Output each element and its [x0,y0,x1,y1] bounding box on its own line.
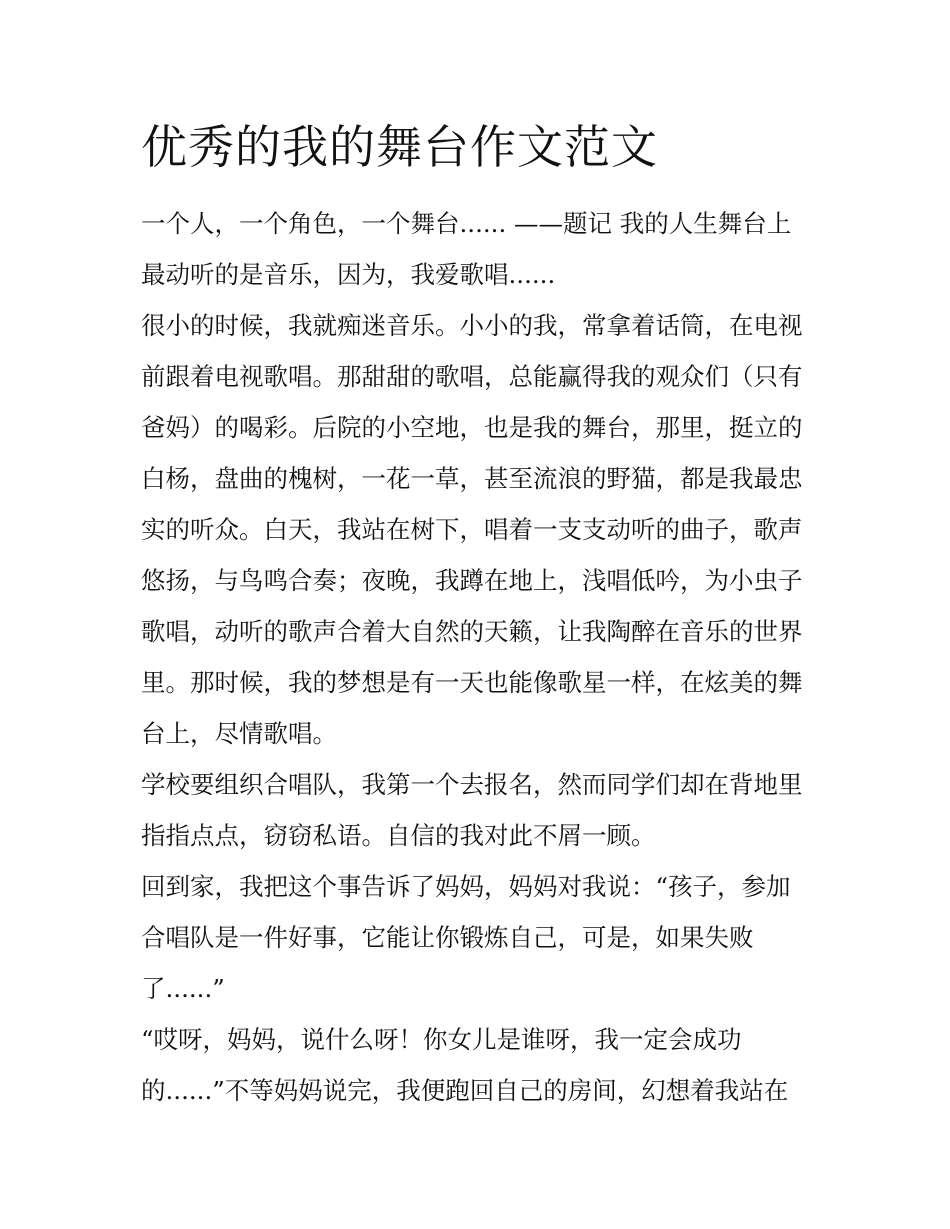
paragraph-childhood [141,300,821,759]
text-line: 最动听的是音乐，因为，我爱歌唱...... [141,260,556,289]
text-line: 台上，尽情歌唱。 [141,719,337,748]
document-title: 优秀的我的舞台作文范文 [141,120,658,174]
text-line: 了......” [141,974,225,1003]
text-line: 的......”不等妈妈说完，我便跑回自己的房间，幻想着我站在 [141,1076,789,1105]
text-line: 指指点点，窃窃私语。自信的我对此不屑一顾。 [141,821,656,850]
paragraph-epigraph [141,198,821,300]
document-page [141,112,821,1116]
text-line: 实的听众。白天，我站在树下，唱着一支支动听的曲子，歌声 [141,515,803,544]
text-line: 白杨，盘曲的槐树，一花一草，甚至流浪的野猫，都是我最忠 [141,464,803,493]
text-line: 里。那时候，我的梦想是有一天也能像歌星一样，在炫美的舞 [141,668,803,697]
text-line: “哎呀，妈妈，说什么呀！你女儿是谁呀，我一定会成功 [141,1025,742,1054]
text-line: 学校要组织合唱队，我第一个去报名，然而同学们却在背地里 [141,770,803,799]
text-line: 歌唱，动听的歌声合着大自然的天籁，让我陶醉在音乐的世界 [141,617,803,646]
text-line: 悠扬，与鸟鸣合奏；夜晚，我蹲在地上，浅唱低吟，为小虫子 [141,566,803,595]
text-line: 合唱队是一件好事，它能让你锻炼自己，可是，如果失败 [141,923,754,952]
paragraph-choir [141,759,821,861]
text-line: 很小的时候，我就痴迷音乐。小小的我，常拿着话筒，在电视 [141,311,803,340]
paragraph-home [141,861,821,1014]
text-line: 前跟着电视歌唱。那甜甜的歌唱，总能赢得我的观众们（只有 [141,362,803,391]
text-line: 回到家，我把这个事告诉了妈妈，妈妈对我说：“孩子，参加 [141,872,791,901]
text-line: 爸妈）的喝彩。后院的小空地，也是我的舞台，那里，挺立的 [141,413,803,442]
paragraph-dialogue [141,1014,821,1116]
text-line: 一个人，一个角色，一个舞台...... ——题记 我的人生舞台上 [141,209,792,238]
